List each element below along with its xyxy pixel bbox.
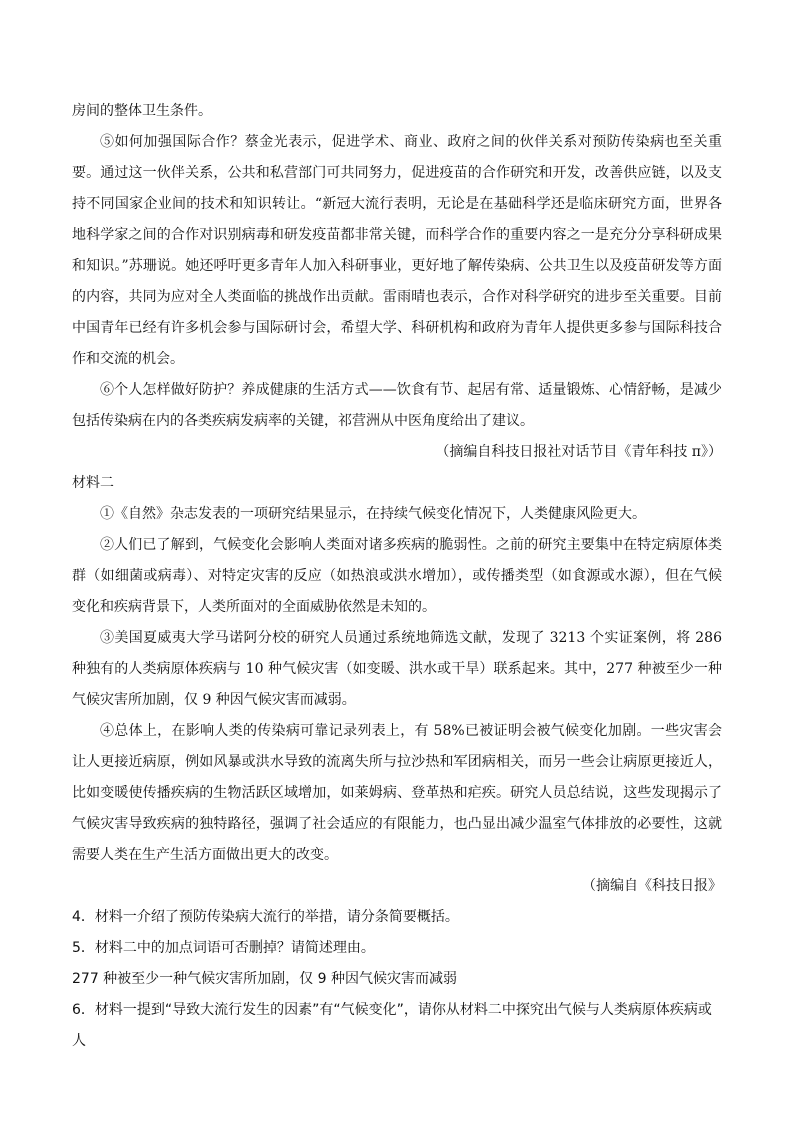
material2-paragraph-2: ②人们已了解到，气候变化会影响人类面对诸多疾病的脆弱性。之前的研究主要集中在特定病原体类群（如细菌或病毒）、对特定灾害的反应（如热浪或洪水增加），或传播类型（如食源或水源），但在气候变化和疾病背景下，人类所面对的全面威胁依然是未知的。: [72, 537, 722, 615]
material2-paragraph-1: ①《自然》杂志发表的一项研究结果显示，在持续气候变化情况下，人类健康风险更大。: [100, 506, 646, 522]
question-4: 4．材料一介绍了预防传染病大流行的举措，请分条简要概括。: [72, 909, 459, 925]
material1-paragraph-continuation: 房间的整体卫生条件。: [72, 103, 212, 119]
material1-paragraph-6: ⑥个人怎样做好防护？养成健康的生活方式——饮食有节、起居有常、适量锻炼、心情舒畅，是减少包括传染病在内的各类疾病发病率的关键，祁营洲从中医角度给出了建议。: [72, 382, 722, 429]
material2-paragraph-3: ③美国夏威夷大学马诺阿分校的研究人员通过系统地筛选文献，发现了 3213 个实证案例，将 286 种独有的人类病原体疾病与 10 种气候灾害（如变暖、洪水或干旱）联系起来。其中，277 种被至少一种气候灾害所加剧，仅 9 种因气候灾害而减弱。: [72, 630, 722, 708]
material1-paragraph-5: ⑤如何加强国际合作？蔡金光表示，促进学术、商业、政府之间的伙伴关系对预防传染病也至关重要。通过这一伙伴关系，公共和私营部门可共同努力，促进疫苗的合作研究和开发，改善供应链，以及支持不同国家企业间的技术和知识转让。“新冠大流行表明，无论是在基础科学还是临床研究方面，世界各地科学家之间的合作对识别病毒和研发疫苗都非常关键，而科学合作的重要内容之一是充分分享科研成果和知识。”苏珊说。她还呼吁更多青年人加入科研事业，更好地了解传染病、公共卫生以及疫苗研发等方面的内容，共同为应对全人类面临的挑战作出贡献。雷雨晴也表示，合作对科学研究的进步至关重要。目前中国青年已经有许多机会参与国际研讨会，希望大学、科研机构和政府为青年人提供更多参与国际科技合作和交流的机会。: [72, 134, 722, 367]
question-6: 6．材料一提到“导致大流行发生的因素”有“气候变化”，请你从材料二中探究出气候与人类病原体疾病或人: [72, 1002, 712, 1049]
question-5: 5．材料二中的加点词语可否删掉？请简述理由。: [72, 940, 375, 956]
material1-source: （摘编自科技日报社对话节目《青年科技 π》）: [435, 444, 722, 460]
material2-paragraph-4: ④总体上，在影响人类的传染病可靠记录列表上，有 58%已被证明会被气候变化加剧。一些灾害会让人更接近病原，例如风暴或洪水导致的流离失所与拉沙热和军团病相关，而另一些会让病原更接近人，比如变暖使传播疾病的生物活跃区域增加，如莱姆病、登革热和疟疾。研究人员总结说，这些发现揭示了气候灾害导致疾病的独特路径，强调了社会适应的有限能力，也凸显出减少温室气体排放的必要性，这就需要人类在生产生活方面做出更大的改变。: [72, 723, 722, 863]
material2-heading: 材料二: [72, 475, 114, 491]
question-5-quote: 277 种被至少一种气候灾害所加剧，仅 9 种因气候灾害而减弱: [72, 971, 457, 987]
material2-source: （摘编自《科技日报》: [582, 878, 722, 894]
